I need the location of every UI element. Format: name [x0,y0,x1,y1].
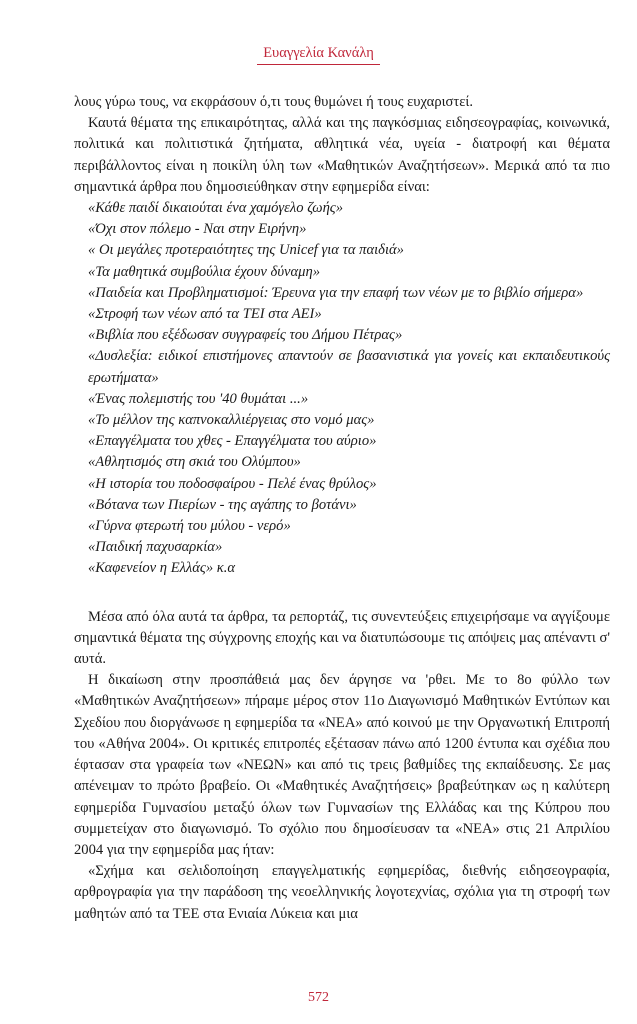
page-number: 572 [308,990,329,1005]
paragraph-gap [74,580,610,607]
article-title: «Βιβλία που εξέδωσαν συγγραφείς του Δήμου Πέτρας» [88,327,403,344]
page-body [74,92,610,925]
article-title: «Ένας πολεμιστής του '40 θυμάται ...» [88,390,309,407]
intro-continuation: λους γύρω τους, να εκφράσουν ό,τι τους θυμώνει ή τους ευχαριστεί. [74,94,473,110]
article-title: «Βότανα των Πιερίων - της αγάπης το βοτάνι» [88,496,357,513]
article-title: «Γύρνα φτερωτή του μύλου - νερό» [88,518,291,535]
closing-paragraph-1: Μέσα από όλα αυτά τα άρθρα, τα ρεπορτάζ, τις συνεντεύξεις επιχειρήσαμε να αγγίξουμε σημαντικά θέματα της σύγχρονης εποχής και να διατυπώσουμε τις απόψεις μας απέναντι σ' αυτά. [74,608,610,668]
author-name: Ευαγγελία Κανάλη [257,45,380,65]
article-list [74,198,610,580]
article-title: «Αθλητισμός στη σκιά του Ολύμπου» [88,454,301,471]
article-title: «Παιδική παχυσαρκία» [88,539,223,556]
article-title: «Τα μαθητικά συμβούλια έχουν δύναμη» [88,263,321,280]
article-title: «Παιδεία και Προβληματισμοί: Έρευνα για την επαφή των νέων με το βιβλίο σήμερα» [88,284,584,301]
article-title: «Επαγγέλματα του χθες - Επαγγέλματα του αύριο» [88,433,377,450]
running-head [0,44,637,65]
article-title: «Όχι στον πόλεμο - Ναι στην Ειρήνη» [88,221,307,238]
newspaper-quote: «Σχήμα και σελιδοποίηση επαγγελματικής εφημερίδας, διεθνής ειδησεογραφία, αρθρογραφία για την παράδοση της νεοελληνικής λογοτεχνίας, σχόλια για τη στροφή των μαθητών από τα ΤΕΕ στα Ενιαία Λύκεια και μια [74,863,610,922]
article-title: «Στροφή των νέων από τα ΤΕΙ στα ΑΕΙ» [88,306,322,323]
article-title: «Δυσλεξία: ειδικοί επιστήμονες απαντούν σε βασανιστικά για γονείς και εκπαιδευτικούς ερωτήματα» [88,348,610,386]
article-title: «Καφενείον η Ελλάς» κ.α [88,560,236,577]
article-title: «Η ιστορία του ποδοσφαίρου - Πελέ ένας θρύλος» [88,475,377,492]
article-title: « Οι μεγάλες προτεραιότητες της Unicef για τα παιδιά» [88,242,404,259]
article-title: «Το μέλλον της καπνοκαλλιέργειας στο νομό μας» [88,412,375,429]
intro-paragraph: Καυτά θέματα της επικαιρότητας, αλλά και της παγκόσμιας ειδησεογραφίας, κοινωνικά, πολιτικά και πολιτιστικά ζητήματα, αθλητικά νέα, υγεία - διατροφή και θέματα περιβάλλοντος είναι η ποικίλη ύλη των «Μαθητικών Αναζητήσεων». Μερικά από τα πιο σημαντικά άρθρα που δημοσιεύθηκαν στην εφημερίδα είναι: [74,115,610,195]
article-title: «Κάθε παιδί δικαιούται ένα χαμόγελο ζωής» [88,200,344,217]
closing-paragraph-2: Η δικαίωση στην προσπάθειά μας δεν άργησε να 'ρθει. Με το 8ο φύλλο των «Μαθητικών Αναζητήσεων» πήραμε μέρος στον 11ο Διαγωνισμό Μαθητικών Εντύπων και Σχεδίου που διοργάνωσε η εφημερίδα τα «ΝΕΑ» από κοινού με την Οργανωτική Επιτροπή του «Αθήνα 2004». Οι κριτικές επιτροπές εξέτασαν πάνω από 1200 έντυπα και σχέδια που έφτασαν στα γραφεία των «ΝΕΩΝ» και από τις τρεις βαθμίδες της εκπαίδευσης. Σε μας απένειμαν το πρώτο βραβείο. Οι «Μαθητικές Αναζητήσεις» βραβεύτηκαν ως η καλύτερη εφημερίδα Γυμνασίου μεταξύ όλων των Γυμνασίων της Ελλάδας και της Κύπρου που συμμετείχαν στο διαγωνισμό. Το σχόλιο που δημοσίευσαν τα «ΝΕΑ» στις 21 Απριλίου 2004 για την εφημερίδα μας ήταν: [74,672,610,858]
